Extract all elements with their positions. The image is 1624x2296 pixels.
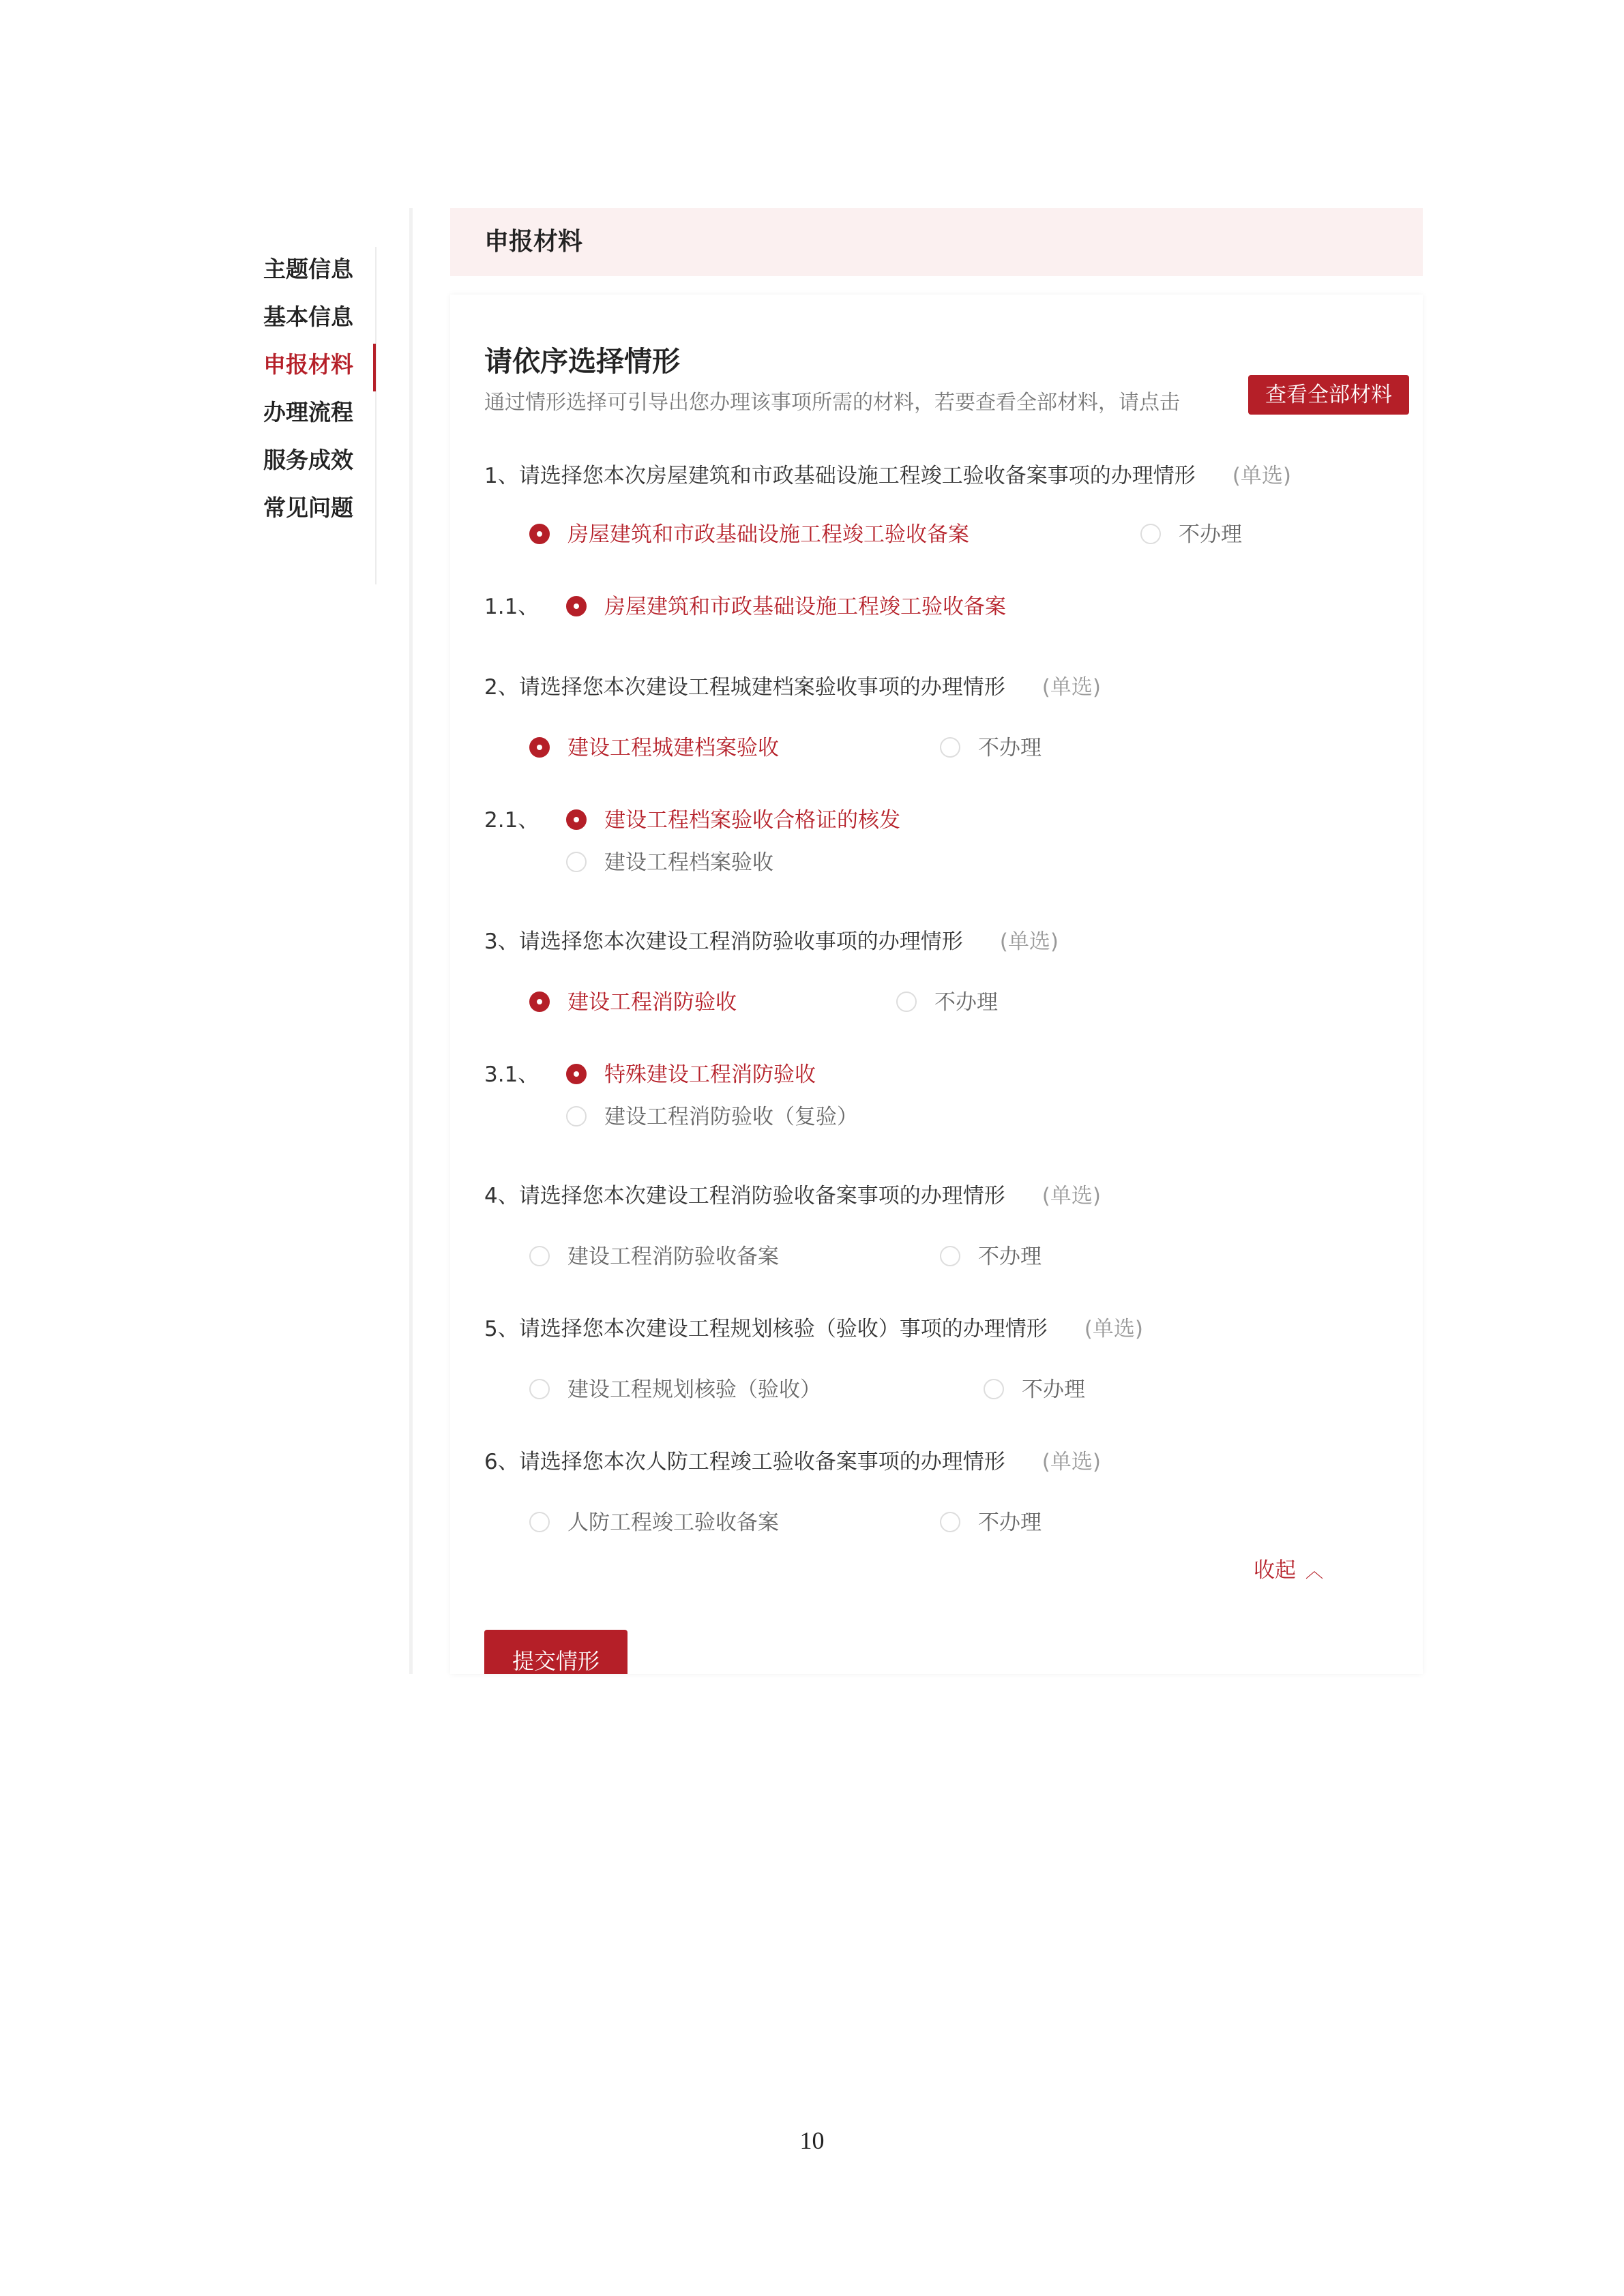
radio-icon xyxy=(984,1379,1004,1399)
collapse-label: 收起 xyxy=(1254,1558,1296,1583)
chevron-up-icon: ︿ xyxy=(1305,1562,1324,1582)
option-label: 不办理 xyxy=(978,1244,1042,1269)
question-4 xyxy=(484,1178,1101,1209)
sub-question-number: 3.1、 xyxy=(484,1062,540,1087)
question-1 xyxy=(484,458,1291,489)
sidebar-item-faq[interactable]: 常见问题 xyxy=(263,494,353,521)
sub-question-number: 1.1、 xyxy=(484,595,540,619)
question-text: 1、请选择您本次房屋建筑和市政基础设施工程竣工验收备案事项的办理情形 xyxy=(484,464,1196,488)
page-number: 10 xyxy=(799,2127,825,2154)
question-text: 6、请选择您本次人防工程竣工验收备案事项的办理情形 xyxy=(484,1450,1005,1474)
option-label: 人防工程竣工验收备案 xyxy=(567,1510,779,1535)
single-choice-tag: (单选) xyxy=(1042,1450,1101,1474)
collapse-link[interactable] xyxy=(1254,1553,1323,1583)
option-label: 不办理 xyxy=(1179,522,1242,547)
radio-icon xyxy=(1140,524,1161,544)
radio-option[interactable] xyxy=(529,1372,821,1403)
option-label: 特殊建设工程消防验收 xyxy=(604,1062,816,1087)
radio-option[interactable] xyxy=(529,985,737,1015)
option-label: 建设工程档案验收 xyxy=(604,850,773,875)
radio-icon xyxy=(529,1379,550,1399)
sidebar-item-process[interactable]: 办理流程 xyxy=(263,399,353,426)
option-label: 不办理 xyxy=(934,990,998,1015)
sidebar-item-basic-info[interactable]: 基本信息 xyxy=(263,303,353,330)
radio-option[interactable] xyxy=(940,1505,1042,1536)
radio-option[interactable] xyxy=(566,1057,816,1088)
question-3 xyxy=(484,924,1059,955)
sidebar-divider xyxy=(375,247,377,584)
radio-option[interactable] xyxy=(529,517,969,548)
question-2 xyxy=(484,670,1101,700)
view-all-materials-button[interactable]: 查看全部材料 xyxy=(1248,375,1409,415)
question-text: 2、请选择您本次建设工程城建档案验收事项的办理情形 xyxy=(484,675,1005,700)
radio-icon xyxy=(940,1246,960,1266)
radio-icon xyxy=(529,1246,550,1266)
question-5 xyxy=(484,1311,1143,1342)
single-choice-tag: (单选) xyxy=(999,929,1059,954)
radio-icon xyxy=(566,1106,587,1127)
radio-option[interactable] xyxy=(529,1505,779,1536)
radio-option[interactable] xyxy=(529,1239,779,1270)
radio-option[interactable] xyxy=(940,1239,1042,1270)
radio-icon xyxy=(529,992,550,1012)
radio-icon xyxy=(566,852,587,872)
option-label: 房屋建筑和市政基础设施工程竣工验收备案 xyxy=(604,595,1006,619)
radio-icon xyxy=(529,737,550,758)
option-label: 建设工程档案验收合格证的核发 xyxy=(604,808,900,833)
option-label: 建设工程规划核验（验收） xyxy=(567,1377,821,1402)
radio-icon xyxy=(566,596,587,616)
card-title: 请依序选择情形 xyxy=(484,345,680,378)
sidebar-item-service-results[interactable]: 服务成效 xyxy=(263,447,353,473)
radio-option[interactable] xyxy=(984,1372,1085,1403)
radio-icon xyxy=(566,809,587,830)
question-text: 5、请选择您本次建设工程规划核验（验收）事项的办理情形 xyxy=(484,1317,1048,1341)
situation-card xyxy=(450,295,1423,1674)
question-text: 3、请选择您本次建设工程消防验收事项的办理情形 xyxy=(484,929,963,954)
single-choice-tag: (单选) xyxy=(1042,1184,1101,1208)
submit-situation-button[interactable]: 提交情形 xyxy=(484,1630,628,1674)
radio-icon xyxy=(940,737,960,758)
option-label: 建设工程消防验收 xyxy=(567,990,737,1015)
radio-option[interactable] xyxy=(566,1099,858,1130)
option-label: 建设工程城建档案验收 xyxy=(567,736,779,760)
sidebar-nav xyxy=(246,245,382,532)
question-text: 4、请选择您本次建设工程消防验收备案事项的办理情形 xyxy=(484,1184,1005,1208)
sub-question-number: 2.1、 xyxy=(484,808,540,833)
option-label: 建设工程消防验收（复验） xyxy=(604,1105,858,1129)
option-label: 不办理 xyxy=(978,1510,1042,1535)
radio-icon xyxy=(529,524,550,544)
radio-option[interactable] xyxy=(896,985,998,1015)
question-6 xyxy=(484,1444,1101,1475)
single-choice-tag: (单选) xyxy=(1084,1317,1143,1341)
radio-icon xyxy=(529,1512,550,1532)
radio-option[interactable] xyxy=(529,730,779,761)
card-description: 通过情形选择可引导出您办理该事项所需的材料，若要查看全部材料，请点击 xyxy=(484,391,1180,415)
radio-option[interactable] xyxy=(940,730,1042,761)
option-label: 建设工程消防验收备案 xyxy=(567,1244,779,1269)
radio-icon xyxy=(940,1512,960,1532)
option-label: 不办理 xyxy=(1022,1377,1085,1402)
option-label: 房屋建筑和市政基础设施工程竣工验收备案 xyxy=(567,522,969,547)
section-header: 申报材料 xyxy=(450,208,1423,276)
radio-icon xyxy=(566,1064,587,1084)
content-divider xyxy=(409,208,413,1674)
single-choice-tag: (单选) xyxy=(1232,464,1291,488)
radio-option[interactable] xyxy=(566,589,1006,620)
radio-option[interactable] xyxy=(566,845,773,876)
option-label: 不办理 xyxy=(978,736,1042,760)
radio-option[interactable] xyxy=(566,803,900,833)
sidebar-item-application-materials[interactable]: 申报材料 xyxy=(263,351,353,378)
radio-icon xyxy=(896,992,917,1012)
sidebar-active-indicator xyxy=(373,344,376,391)
radio-option[interactable] xyxy=(1140,517,1242,548)
single-choice-tag: (单选) xyxy=(1042,675,1101,700)
sidebar-item-theme-info[interactable]: 主题信息 xyxy=(263,256,353,282)
